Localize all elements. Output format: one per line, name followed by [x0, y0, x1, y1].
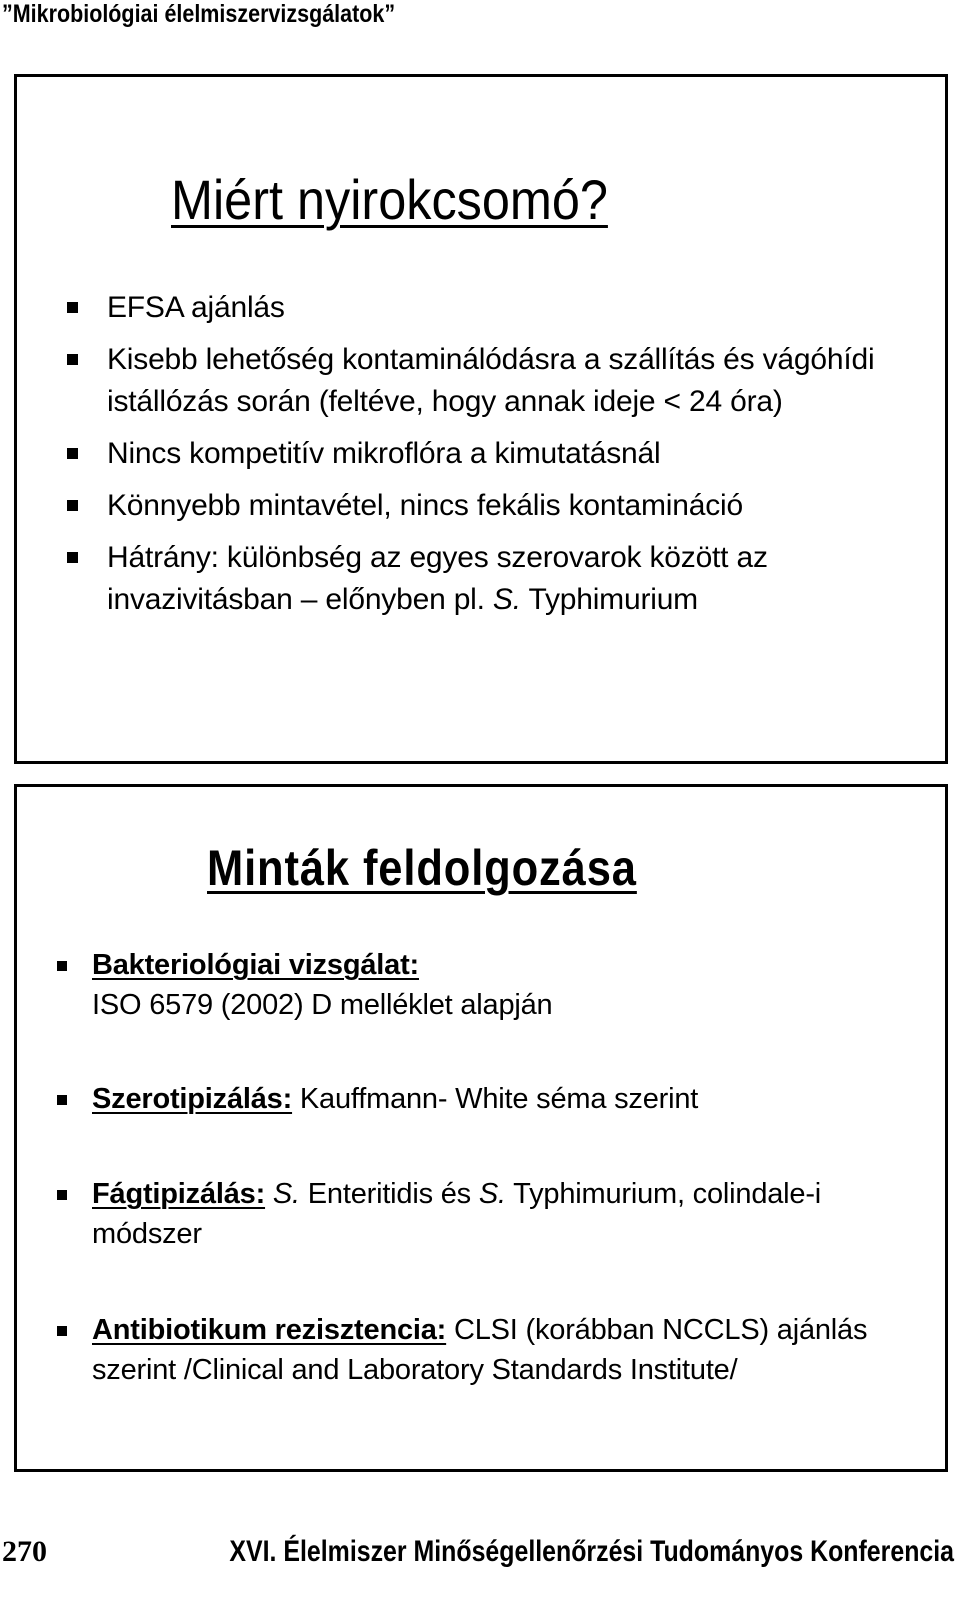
document-header: ”Mikrobiológiai élelmiszervizsgálatok”: [2, 0, 396, 28]
list-item: EFSA ajánlás: [67, 287, 927, 329]
list-item: Hátrány: különbség az egyes szerovarok között az invazivitásban – előnyben pl. S. Typhimurium: [67, 537, 927, 621]
list-item: Nincs kompetitív mikroflóra a kimutatásnál: [67, 433, 927, 475]
slide-title: Minták feldolgozása: [207, 840, 637, 896]
page-footer: [0, 1532, 960, 1600]
slide-sample-processing: [14, 784, 948, 1472]
item-label: Szerotipizálás:: [92, 1083, 293, 1115]
item-label: Fágtipizálás:: [92, 1178, 266, 1210]
square-bullet-icon: [67, 302, 78, 313]
slide-why-lymph-node: [14, 74, 948, 764]
square-bullet-icon: [57, 1190, 67, 1200]
page-number: 270: [2, 1535, 47, 1568]
square-bullet-icon: [67, 448, 78, 459]
list-item: Fágtipizálás: S. Enteritidis és S. Typhimurium, colindale-i módszer: [57, 1174, 937, 1254]
square-bullet-icon: [67, 500, 78, 511]
bullet-list: [67, 287, 927, 631]
square-bullet-icon: [57, 1095, 67, 1105]
conference-name: XVI. Élelmiszer Minőségellenőrzési Tudományos Konferencia: [229, 1535, 954, 1568]
list-item: Antibiotikum rezisztencia: CLSI (korábban NCCLS) ajánlás szerint /Clinical and Laboratory Standards Institute/: [57, 1310, 937, 1390]
bullet-list: [57, 945, 937, 1390]
square-bullet-icon: [67, 354, 78, 365]
list-item: Bakteriológiai vizsgálat: ISO 6579 (2002) D melléklet alapján: [57, 945, 937, 1025]
list-item: Szerotipizálás: Kauffmann- White séma szerint: [57, 1079, 937, 1119]
item-label: Bakteriológiai vizsgálat:: [92, 949, 419, 981]
list-item: Kisebb lehetőség kontaminálódásra a szállítás és vágóhídi istállózás során (feltéve, hogy annak ideje < 24 óra): [67, 339, 927, 423]
square-bullet-icon: [57, 1326, 67, 1336]
slide-title: Miért nyirokcsomó?: [171, 168, 608, 231]
square-bullet-icon: [67, 552, 78, 563]
item-label: Antibiotikum rezisztencia:: [92, 1314, 447, 1346]
square-bullet-icon: [57, 961, 67, 971]
list-item: Könnyebb mintavétel, nincs fekális kontamináció: [67, 485, 927, 527]
